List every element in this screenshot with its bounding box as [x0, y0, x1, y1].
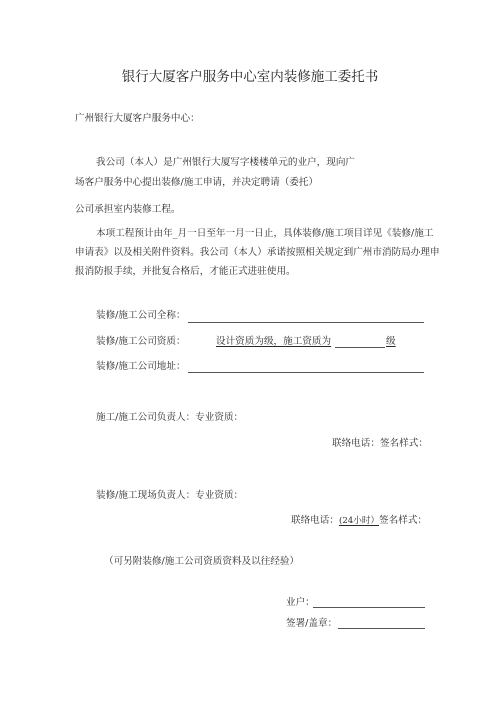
- company-qual-label: 装修/施工公司资质：: [96, 336, 186, 347]
- company-addr-label: 装修/施工公司地址：: [96, 361, 186, 372]
- company-qual-suffix: 级: [386, 336, 396, 347]
- para2-line1: 本项工程预计由年_月一日至年一月一日止，具体装修/施工项目详见《装修/施工: [96, 228, 434, 239]
- site-contact-line: [291, 515, 427, 527]
- document-title: 银行大厦客户服务中心室内装修施工委托书: [121, 69, 379, 85]
- para2-line3: 报消防报手续，并批复合格后，才能正式进驻使用。: [75, 266, 296, 277]
- company-qual-value: 设计资质为级，施工资质为: [216, 336, 332, 347]
- manager-contact: 联络电话：签名样式：: [332, 438, 428, 449]
- para1-line1: 我公司（本人）是广州银行大厦写字楼楼单元的业户，现向广: [96, 157, 356, 168]
- construction-grade-field[interactable]: [335, 347, 385, 348]
- site-contact-suffix: 签名样式：: [379, 515, 428, 526]
- seal-label: 签署/盖章：: [286, 618, 338, 629]
- para1-line3: 公司承担室内装修工程。: [75, 204, 181, 215]
- owner-field[interactable]: [313, 607, 425, 608]
- addressee: 广州银行大厦客户服务中心：: [75, 113, 200, 124]
- manager-label: 施工/施工公司负责人：专业资质：: [96, 412, 244, 423]
- site-contact-prefix: 联络电话：: [291, 515, 339, 526]
- site-manager-label: 装修/施工现场负责人：专业资质：: [96, 490, 244, 501]
- para1-line2: 场客户服务中心提出装修/施工申请，并决定聘请（委托）: [75, 177, 319, 188]
- site-contact-hours: (24小时）: [338, 516, 380, 526]
- company-addr-field[interactable]: [188, 372, 424, 373]
- company-name-label: 装修/施工公司全称：: [96, 310, 186, 321]
- owner-label: 业户：: [286, 597, 315, 608]
- company-name-field[interactable]: [188, 322, 424, 323]
- para2-line2: 申请表》以及相关附件资料。我公司（本人）承诺按照相关规定到广州市消防局办理申: [75, 247, 440, 258]
- seal-field[interactable]: [338, 628, 425, 629]
- attachment-note: （可另附装修/施工公司资质资料及以往经验）: [104, 556, 300, 567]
